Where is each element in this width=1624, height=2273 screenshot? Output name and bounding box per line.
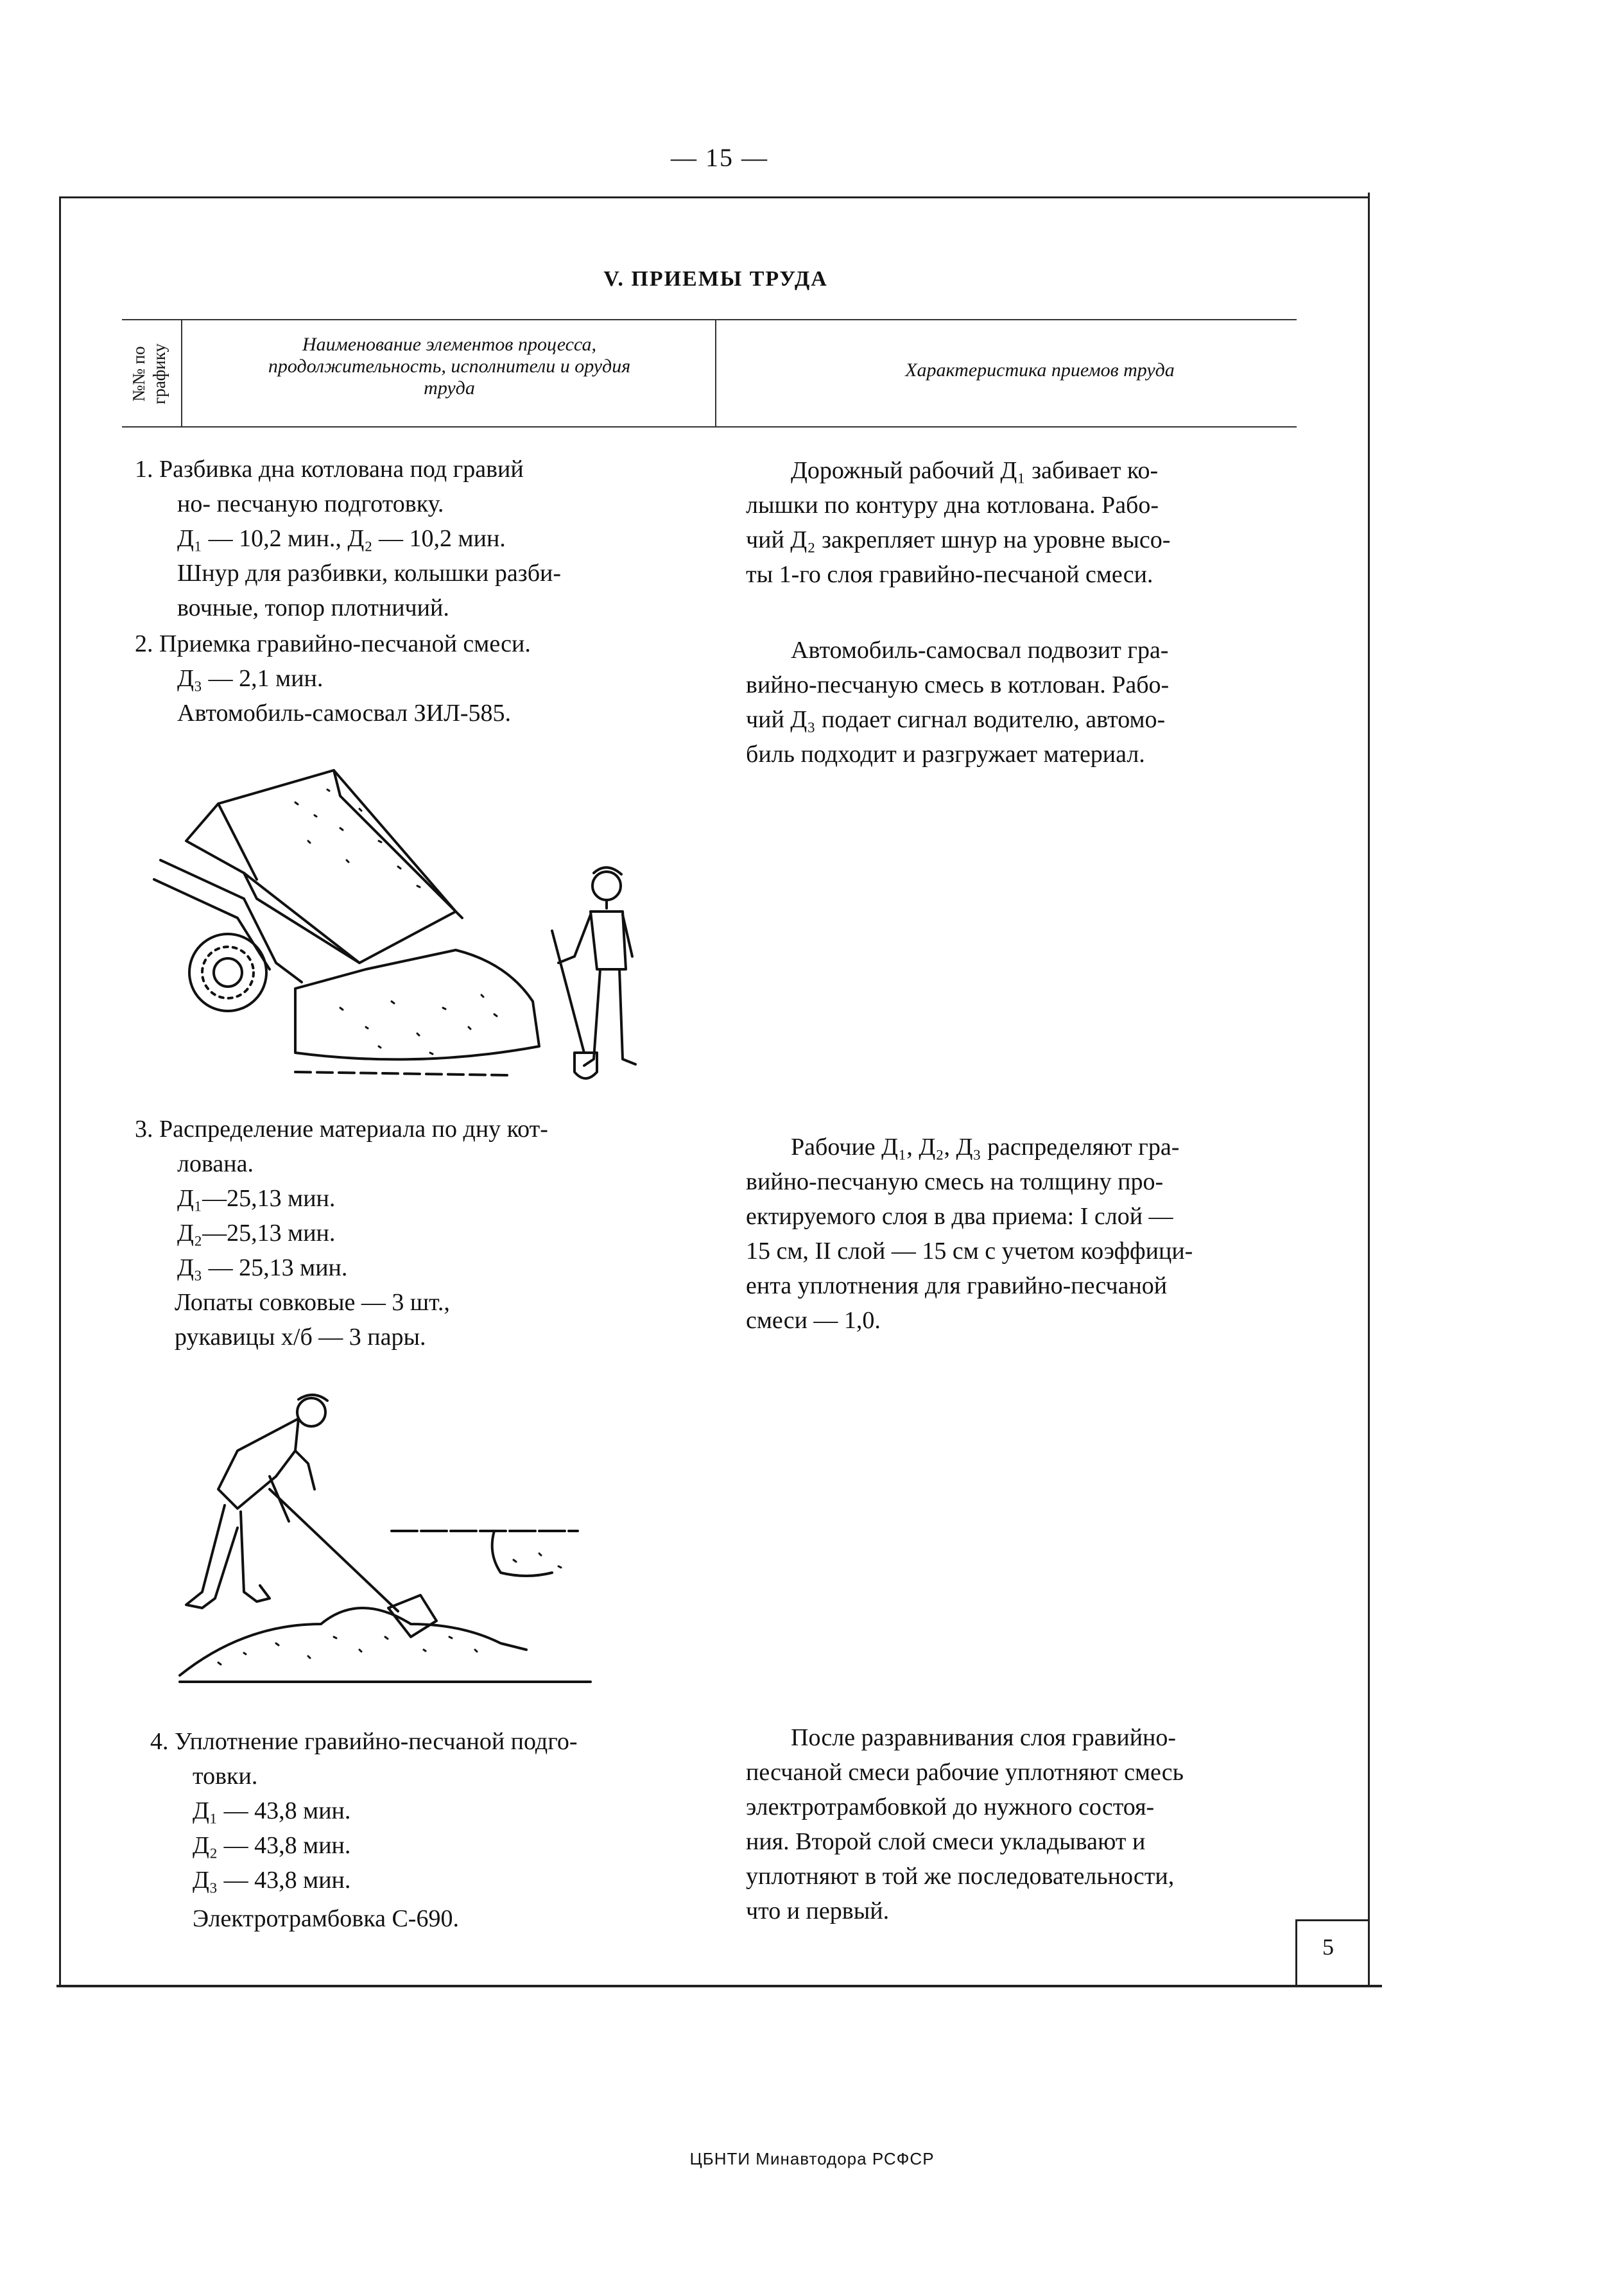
- header-col-elements-line: Наименование элементов процесса,: [302, 334, 596, 355]
- item-4: [150, 1724, 709, 1936]
- description-2: [746, 633, 1298, 772]
- header-col-elements: [193, 334, 706, 399]
- description-line: чий Д₂ закрепляет шнур на уровне высо-: [746, 526, 1171, 553]
- shovel-handle: [270, 1489, 398, 1611]
- description-line: чий Д₃ подает сигнал водителю, автомо-: [746, 706, 1166, 733]
- item-2-line: Д₃ — 2,1 мин.: [177, 665, 324, 692]
- description-line: вийно-песчаную смесь на толщину про-: [746, 1168, 1164, 1195]
- page-number: — 15 —: [671, 143, 768, 172]
- footer-publisher: ЦБНТИ Минавтодора РСФСР: [689, 2149, 935, 2168]
- worker-torso: [218, 1419, 298, 1508]
- item-4-line: Д₂ — 43,8 мин.: [193, 1832, 351, 1859]
- item-4-line: 4. Уплотнение гравийно-песчаной подго-: [150, 1728, 578, 1755]
- item-2-line: 2. Приемка гравийно-песчаной смеси.: [135, 630, 531, 657]
- item-2: [135, 627, 693, 730]
- item-1-line: Д₁ — 10,2 мин., Д₂ — 10,2 мин.: [177, 525, 506, 552]
- header-col-number-line1: №№ по: [129, 346, 148, 402]
- header-divider-2: [715, 319, 716, 426]
- worker-head: [592, 872, 621, 900]
- worker-torso: [591, 900, 626, 969]
- description-line: лышки по контуру дна котлована. Рабо-: [746, 492, 1159, 519]
- header-col-elements-line: продолжительность, исполнители и орудия: [268, 356, 631, 377]
- description-line: биль подходит и разгружает материал.: [746, 741, 1145, 768]
- description-line: электротрамбовкой до нужного состоя-: [746, 1793, 1155, 1820]
- description-line: вийно-песчаную смесь в котлован. Рабо-: [746, 671, 1170, 698]
- dump-truck-illustration: [148, 751, 661, 1085]
- frame-bottom-border: [56, 1985, 1382, 1987]
- item-4-line: Д₃ — 43,8 мин.: [193, 1867, 351, 1894]
- description-4: [746, 1720, 1298, 1928]
- description-line: ента уплотнения для гравийно-песчаной: [746, 1272, 1168, 1299]
- description-line: песчаной смеси рабочие уплотняют смесь: [746, 1759, 1184, 1786]
- item-3: [135, 1112, 693, 1354]
- header-top-rule: [122, 319, 1297, 320]
- item-3-line: Д₂—25,13 мин.: [177, 1220, 336, 1247]
- worker-head: [297, 1398, 325, 1426]
- description-line: Автомобиль-самосвал подвозит гра-: [791, 637, 1169, 664]
- item-1-line: но- песчаную подготовку.: [177, 490, 444, 517]
- description-line: Рабочие Д₁, Д₂, Д₃ распределяют гра-: [791, 1134, 1180, 1161]
- item-3-line: рукавицы х/б — 3 пары.: [175, 1324, 426, 1351]
- description-line: После разравнивания слоя гравийно-: [791, 1724, 1177, 1751]
- description-line: Дорожный рабочий Д₁ забивает ко-: [791, 457, 1159, 484]
- gravel-pile: [295, 950, 539, 1059]
- item-3-line: Д₃ — 25,13 мин.: [177, 1254, 348, 1281]
- item-3-line: Лопаты совковые — 3 шт.,: [175, 1289, 450, 1316]
- description-line: уплотняют в той же последовательности,: [746, 1863, 1175, 1890]
- description-line: что и первый.: [746, 1897, 890, 1924]
- worker-spreading-illustration: [167, 1380, 603, 1701]
- item-4-line: Д₁ — 43,8 мин.: [193, 1797, 351, 1824]
- item-4-line: товки.: [193, 1763, 258, 1790]
- item-1-line: вочные, топор плотничий.: [177, 594, 449, 621]
- header-col-number-line2: графику: [150, 343, 169, 404]
- item-1-line: Шнур для разбивки, колышки разби-: [177, 560, 562, 587]
- item-1: [135, 452, 693, 625]
- header-divider-1: [181, 319, 182, 426]
- shovel-handle: [552, 931, 584, 1053]
- description-1: [746, 453, 1298, 592]
- item-3-line: Д₁—25,13 мин.: [177, 1185, 336, 1212]
- frame-top-border: [59, 196, 1370, 198]
- description-line: ния. Второй слой смеси укладывают и: [746, 1828, 1146, 1855]
- item-1-line: 1. Разбивка дна котлована под гравий: [135, 456, 524, 483]
- header-col-characteristics: Характеристика приемов труда: [905, 359, 1175, 381]
- frame-left-border: [59, 196, 61, 1987]
- description-3: [746, 1130, 1298, 1338]
- section-title: V. ПРИЕМЫ ТРУДА: [603, 267, 828, 291]
- gravel-pile: [180, 1608, 526, 1675]
- item-2-line: Автомобиль-самосвал ЗИЛ-585.: [177, 700, 512, 727]
- description-line: ты 1-го слоя гравийно-песчаной смеси.: [746, 561, 1153, 588]
- frame-right-border: [1368, 193, 1370, 1987]
- item-4-line: Электротрамбовка С-690.: [193, 1905, 459, 1932]
- description-line: ектируемого слоя в два приема: I слой —: [746, 1203, 1173, 1230]
- header-col-elements-line: труда: [424, 377, 475, 399]
- description-line: смеси — 1,0.: [746, 1307, 881, 1334]
- item-3-line: 3. Распределение материала по дну кот-: [135, 1116, 548, 1143]
- header-bottom-rule: [122, 426, 1297, 428]
- header-col-number: [128, 324, 180, 424]
- sheet-number: 5: [1322, 1934, 1334, 1960]
- item-3-line: лована.: [177, 1150, 254, 1177]
- description-line: 15 см, II слой — 15 см с учетом коэффици-: [746, 1238, 1193, 1265]
